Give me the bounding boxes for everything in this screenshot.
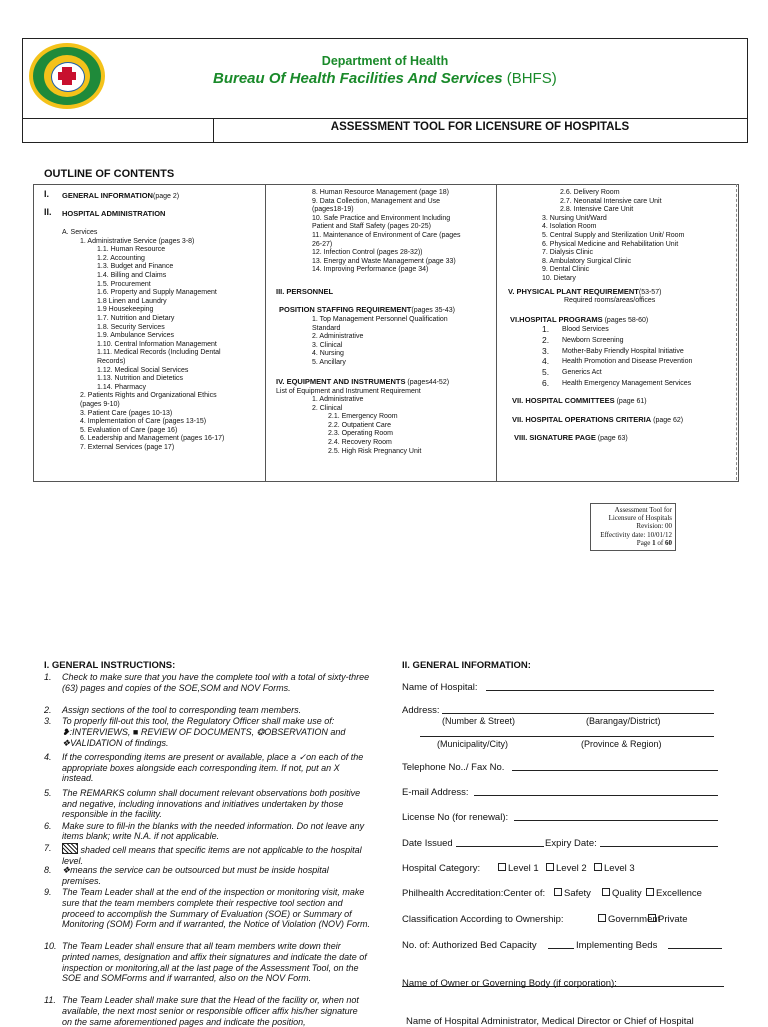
date-issued-label: Date Issued xyxy=(402,838,453,849)
philhealth-option-label: Safety xyxy=(564,888,591,899)
hospital-name-field[interactable] xyxy=(486,690,714,691)
toc-item: 26-27) xyxy=(312,240,333,248)
municipality-caption: (Municipality/City) xyxy=(437,739,509,749)
instruction-number: 5. xyxy=(44,788,52,798)
instruction-number: 1. xyxy=(44,672,52,682)
toc-item: 5. Ancillary xyxy=(312,359,346,366)
toc-section-number: I. xyxy=(44,189,50,199)
instruction-text: Assign sections of the tool to corresponding team members. xyxy=(62,704,302,715)
ownership-option-label: Government xyxy=(608,914,661,925)
toc-program-number: 2. xyxy=(542,334,550,345)
toc-item: 10. Dietary xyxy=(542,275,576,282)
instruction-text: To properly fill-out this tool, the Regulatory Officer shall make use of: ❥:INTERVIEWS, ■ REVIEW OF DOCUMENTS, ❂OBSERVATION and ❖VALIDATION of findings. xyxy=(62,716,346,748)
toc-item: 1.8. Security Services xyxy=(97,323,165,331)
ownership-option-label: Private xyxy=(658,914,688,925)
toc-item: Patient and Staff Safety (pages 20-25) xyxy=(312,223,431,231)
toc-item: 9. Data Collection, Management and Use xyxy=(312,197,441,205)
toc-item: 3. Patient Care (pages 10-13) xyxy=(80,409,173,417)
bureau-name: Bureau Of Health Facilities And Services (BHFS) xyxy=(213,70,557,87)
toc-item: 4. Implementation of Care (pages 13-15) xyxy=(80,418,207,426)
toc-section-signature-page: VIII. SIGNATURE PAGE (page 63) xyxy=(514,433,628,442)
checkbox-icon[interactable] xyxy=(594,863,602,871)
toc-item: 6. Physical Medicine and Rehabilitation Unit xyxy=(542,240,679,248)
toc-item: 2.1. Emergency Room xyxy=(328,413,398,421)
checkbox-icon[interactable] xyxy=(498,863,506,871)
toc-item: 1.9 Housekeeping xyxy=(97,306,154,314)
toc-item: 5. Evaluation of Care (page 16) xyxy=(80,426,178,434)
toc-item: 1.11. Medical Records (Including Dental xyxy=(97,349,221,357)
philhealth-option-label: Quality xyxy=(612,888,642,899)
hospital-category-option[interactable] xyxy=(498,863,539,874)
checkbox-icon[interactable] xyxy=(646,888,654,896)
instruction-text: If the corresponding items are present or available, place a ✓on each of the appropriate boxes alongside each corresponding item. If not, put an X instead. xyxy=(62,752,364,784)
instruction-text: The Team Leader shall ensure that all team members write down their printed names, designation and affix their signatures and indicate the date of inspection or monitoring,all at the last page of the Assessment Tool, on the SOE and SOMForms and if warranted, also on the NOV Form. xyxy=(62,941,367,984)
hospital-name-label: Name of Hospital: xyxy=(402,682,478,693)
toc-section-physical-plant: V. PHYSICAL PLANT REQUIREMENT(53-57) xyxy=(508,287,662,296)
toc-item: 1.9. Ambulance Services xyxy=(97,332,175,340)
instruction-item xyxy=(44,887,370,940)
toc-program-item: Health Promotion and Disease Prevention xyxy=(562,358,693,366)
toc-item: 1.4. Billing and Claims xyxy=(97,272,167,279)
toc-item: 9. Dental Clinic xyxy=(542,266,590,274)
philhealth-option[interactable] xyxy=(602,888,642,899)
toc-item: 6. Leadership and Management (pages 16-17) xyxy=(80,435,225,443)
email-field[interactable] xyxy=(474,795,718,796)
date-issued-field[interactable] xyxy=(456,846,544,847)
hospital-category-option[interactable] xyxy=(594,863,635,874)
toc-item: 14. Improving Performance (page 34) xyxy=(312,266,429,274)
instruction-number: 4. xyxy=(44,752,52,763)
checkbox-icon[interactable] xyxy=(648,914,656,922)
instruction-item xyxy=(44,843,370,864)
toc-item: 2. Patients Rights and Organizational Ethics xyxy=(80,392,217,400)
toc-position-staffing: POSITION STAFFING REQUIREMENT(pages 35-43) xyxy=(279,305,455,314)
toc-item: (pages18-19) xyxy=(312,206,354,214)
bed-capacity-field[interactable] xyxy=(548,948,574,949)
toc-item: 1.5. Procurement xyxy=(97,280,151,288)
barangay-caption: (Barangay/District) xyxy=(586,716,661,726)
province-caption: (Province & Region) xyxy=(581,739,662,749)
toc-item: 12. Infection Control (pages 28-32)) xyxy=(312,249,423,257)
toc-item: 10. Safe Practice and Environment Including xyxy=(312,214,451,222)
toc-item: Standard xyxy=(312,324,341,332)
toc-program-item: Blood Services xyxy=(562,326,609,333)
philhealth-option[interactable] xyxy=(646,888,702,899)
toc-item: 1. Administrative Service (pages 3-8) xyxy=(80,237,195,245)
instruction-text: shaded cell means that specific items are not applicable to the hospital level. xyxy=(62,845,362,866)
instruction-number: 8. xyxy=(44,865,52,876)
toc-item: 1.8 Linen and Laundry xyxy=(97,297,167,305)
instruction-number: 6. xyxy=(44,820,52,831)
toc-item: 1.7. Nutrition and Dietary xyxy=(97,315,175,322)
toc-item: 1.6. Property and Supply Management xyxy=(97,289,217,297)
toc-item: 13. Energy and Waste Management (page 33) xyxy=(312,257,456,265)
toc-section-number: II. xyxy=(44,207,52,217)
toc-item: 1.1. Human Resource xyxy=(97,246,166,254)
toc-item: 2.8. Intensive Care Unit xyxy=(560,206,634,214)
checkbox-icon[interactable] xyxy=(546,863,554,871)
instruction-number: 10. xyxy=(44,941,57,952)
toc-item: 8. Human Resource Management (page 18) xyxy=(312,189,449,196)
instruction-number: 2. xyxy=(44,704,52,715)
ownership-option[interactable] xyxy=(648,914,688,925)
toc-item: 3. Clinical xyxy=(312,341,343,349)
ownership-label: Classification According to Ownership: xyxy=(402,914,564,925)
instruction-item xyxy=(44,788,370,820)
toc-item: List of Equipment and Instrument Requirement xyxy=(276,388,421,395)
instruction-item xyxy=(44,821,370,842)
toc-item: 2.4. Recovery Room xyxy=(328,439,392,446)
toc-item: 1.2. Accounting xyxy=(97,254,145,262)
header-box xyxy=(22,38,748,143)
toc-item: 1.3. Budget and Finance xyxy=(97,263,174,271)
address-city-field[interactable] xyxy=(420,736,714,737)
instruction-item xyxy=(44,716,370,748)
implementing-beds-label: Implementing Beds xyxy=(576,940,658,951)
toc-item: 3. Nursing Unit/Ward xyxy=(542,214,607,222)
instruction-text: The Team Leader shall make sure that the Head of the facility or, when not available, the next most senior or responsible officer affix his/her signature on the same aforementioned pages and indicate the position, xyxy=(62,995,359,1027)
instruction-item xyxy=(44,672,370,704)
implementing-beds-field[interactable] xyxy=(668,948,722,949)
department-name: Department of Health xyxy=(321,54,449,68)
toc-item: 4. Isolation Room xyxy=(542,223,597,231)
license-label: License No (for renewal): xyxy=(402,812,509,823)
philhealth-option[interactable] xyxy=(554,888,591,899)
toc-program-number: 5. xyxy=(542,367,550,378)
instruction-item xyxy=(44,941,370,994)
toc-item: 2.7. Neonatal Intensive care Unit xyxy=(560,197,662,205)
bed-capacity-label: No. of: Authorized Bed Capacity xyxy=(402,940,537,951)
instruction-number: 7. xyxy=(44,843,52,853)
instruction-item xyxy=(44,752,370,784)
license-field[interactable] xyxy=(514,820,718,821)
toc-item: 1.10. Central Information Management xyxy=(97,340,217,348)
toc-item: (pages 9-10) xyxy=(80,401,120,408)
expiry-label: Expiry Date: xyxy=(545,838,597,849)
instruction-item xyxy=(44,995,370,1027)
hospital-category-option[interactable] xyxy=(546,863,587,874)
toc-program-number: 4. xyxy=(542,356,550,367)
toc-section-hospital-administration: HOSPITAL ADMINISTRATION xyxy=(62,209,166,218)
instruction-text: The REMARKS column shall document relevant observations both positive and negative, including innovations and initiatives undertaken by those responsible in the facility. xyxy=(62,788,361,820)
instruction-text: The Team Leader shall at the end of the inspection or monitoring visit, make sure that the team members complete their respective tool section and proceed to accomplish the Summary of Evaluation (SOE) or Summary of Monitoring (SOM) Form and if warranted, the Notice of Violation (NOV) Form. xyxy=(62,887,370,930)
toc-program-number: 3. xyxy=(542,345,550,356)
hospital-category-option-label: Level 1 xyxy=(508,863,539,874)
toc-program-number: 6. xyxy=(542,378,550,388)
outline-title: OUTLINE OF CONTENTS xyxy=(44,168,175,180)
table-of-contents xyxy=(33,184,739,482)
toc-item: 7. External Services (page 17) xyxy=(80,444,175,451)
toc-item: 1. Administrative xyxy=(312,396,364,403)
owner-label: Name of Owner or Governing Body (if corporation): xyxy=(402,978,617,989)
toc-item: 5. Central Supply and Sterilization Unit/ Room xyxy=(542,232,685,239)
toc-item: 2.6. Delivery Room xyxy=(560,189,620,196)
toc-program-item: Generics Act xyxy=(562,369,602,377)
toc-section-equipment: IV. EQUIPMENT AND INSTRUMENTS (pages44-52) xyxy=(276,377,450,386)
expiry-field[interactable] xyxy=(600,846,718,847)
toc-item: 2.3. Operating Room xyxy=(328,430,393,438)
toc-item: 7. Dialysis Clinic xyxy=(542,249,593,257)
toc-item: 2. Clinical xyxy=(312,404,343,412)
toc-item: 1.12. Medical Social Services xyxy=(97,366,189,374)
shaded-cell-icon xyxy=(62,843,78,854)
philhealth-option-label: Excellence xyxy=(656,888,702,899)
toc-item: 1.14. Pharmacy xyxy=(97,383,147,391)
instruction-number: 3. xyxy=(44,716,52,727)
address-street-field[interactable] xyxy=(442,713,714,714)
instruction-text: ❖means the service can be outsourced but must be inside hospital premises. xyxy=(62,865,329,886)
toc-program-number: 1. xyxy=(542,324,550,334)
toc-item: A. Services xyxy=(62,229,98,236)
checkbox-icon[interactable] xyxy=(598,914,606,922)
instruction-text: Check to make sure that you have the complete tool with a total of sixty-three (63) pages and copies of the SOE,SOM and NOV Forms. xyxy=(62,672,370,693)
toc-program-item: Health Emergency Management Services xyxy=(562,380,692,387)
toc-item: Records) xyxy=(97,358,126,365)
instruction-item xyxy=(44,865,370,886)
toc-section-operations-criteria: VII. HOSPITAL OPERATIONS CRITERIA (page 62) xyxy=(512,415,684,424)
toc-section-committees: VII. HOSPITAL COMMITTEES (page 61) xyxy=(512,396,647,405)
philhealth-label: Philhealth Accreditation:Center of: xyxy=(402,888,546,899)
hospital-category-option-label: Level 2 xyxy=(556,863,587,874)
doh-seal-logo xyxy=(29,43,105,109)
document-title: ASSESSMENT TOOL FOR LICENSURE OF HOSPITALS xyxy=(330,121,630,133)
toc-item: 11. Maintenance of Environment of Care (pages xyxy=(312,232,461,239)
toc-section-hospital-programs: VI.HOSPITAL PROGRAMS (pages 58-60) xyxy=(510,315,649,324)
hospital-category-option-label: Level 3 xyxy=(604,863,635,874)
number-street-caption: (Number & Street) xyxy=(442,716,516,726)
checkbox-icon[interactable] xyxy=(554,888,562,896)
toc-item: 1.13. Nutrition and Dietetics xyxy=(97,375,183,383)
instruction-number: 9. xyxy=(44,887,52,898)
toc-program-item: Mother-Baby Friendly Hospital Initiative xyxy=(562,347,684,355)
document-control-box: Assessment Tool for Licensure of Hospitals Revision: 00 Effectivity date: 10/01/12 Page 1 of 60 xyxy=(590,503,676,551)
toc-section-general-information: GENERAL INFORMATION(page 2) xyxy=(62,191,180,200)
checkbox-icon[interactable] xyxy=(602,888,610,896)
general-information-title: II. GENERAL INFORMATION: xyxy=(402,660,531,671)
instruction-text: Make sure to fill-in the blanks with the needed information. Do not leave any items blank; write N.A. if not applicable. xyxy=(62,820,365,842)
toc-item: 4. Nursing xyxy=(312,350,344,358)
toc-program-item: Newborn Screening xyxy=(562,336,624,344)
general-instructions-title: I. GENERAL INSTRUCTIONS: xyxy=(44,660,176,671)
hospital-category-label: Hospital Category: xyxy=(402,863,481,874)
toc-item: 2. Administrative xyxy=(312,333,364,341)
instruction-number: 11. xyxy=(44,995,56,1006)
toc-item: Required rooms/areas/offices xyxy=(564,297,656,304)
toc-item: 2.5. High Risk Pregnancy Unit xyxy=(328,447,422,455)
toc-item: 2.2. Outpatient Care xyxy=(328,421,392,429)
instruction-item xyxy=(44,705,370,716)
telephone-field[interactable] xyxy=(512,770,718,771)
toc-item: 1. Top Management Personnel Qualification xyxy=(312,316,448,323)
telephone-label: Telephone No../ Fax No. xyxy=(402,762,505,773)
administrator-label: Name of Hospital Administrator, Medical Director or Chief of Hospital xyxy=(406,1016,694,1027)
toc-item: 8. Ambulatory Surgical Clinic xyxy=(542,257,632,265)
toc-section-personnel: III. PERSONNEL xyxy=(276,287,334,296)
email-label: E-mail Address: xyxy=(402,787,469,798)
address-label: Address: xyxy=(402,705,440,716)
